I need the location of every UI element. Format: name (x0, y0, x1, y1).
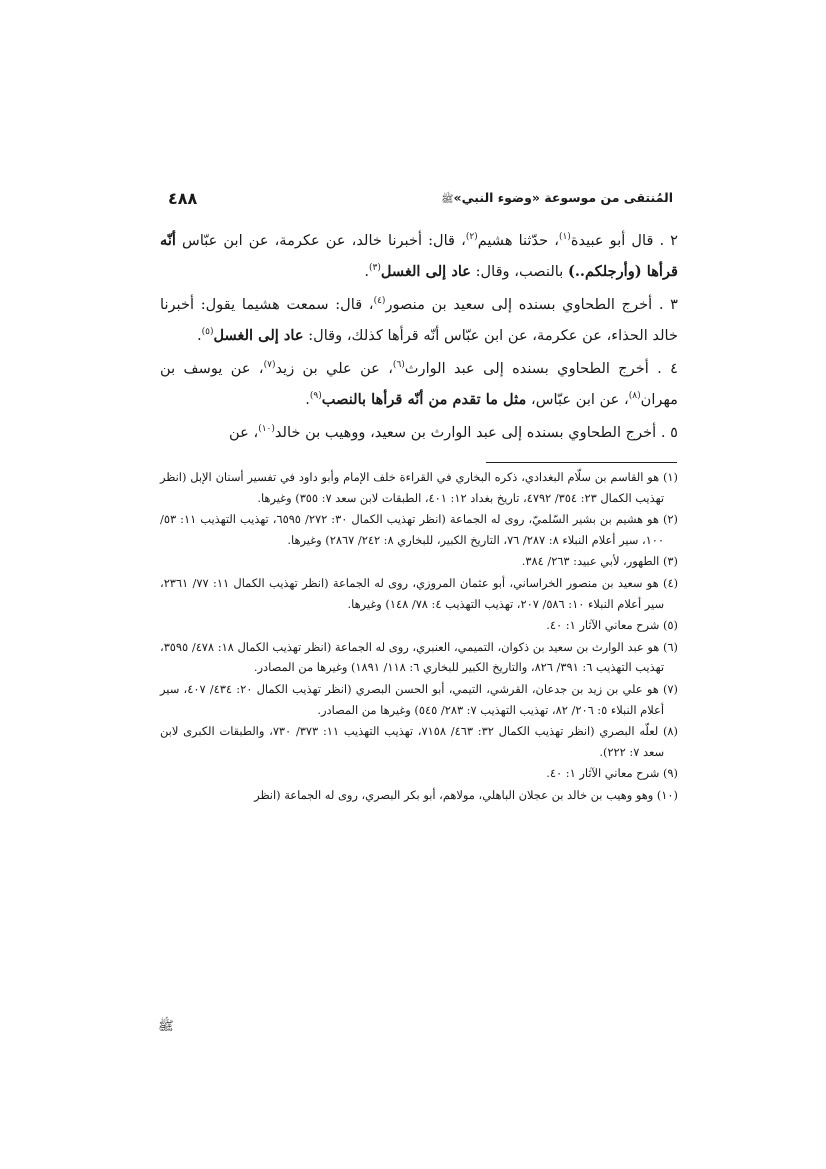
text-run: ٤ . أخرج الطحاوي بسنده إلى عبد الوارث (404, 360, 678, 377)
text-run: ، عن (229, 424, 259, 441)
footnote-3: (٣) الطهور، لأبي عبيد: ٢٦٣/ ٣٨٤. (521, 554, 678, 569)
footnote-ref: (٧) (263, 360, 276, 370)
footnote-ref: (٥) (201, 327, 214, 337)
footnote-1: (١) هو القاسم بن سلّام البغدادي، ذكره البخاري في القراءة خلف الإمام وأبو داود في تفسير أسنان الإبل (انظر تهذيب الكمال ٢٣: ٣٥٤/ ٤٧٩٢، تاريخ بغداد ١٢: ٤٠١، الطبقات لابن سعد ٧: ٣٥٥) وغيرها. (160, 470, 678, 505)
text-run: . (196, 327, 202, 344)
text-run: ٣ . أخرج الطحاوي بسنده إلى سعيد بن منصور (385, 296, 679, 313)
footnote-divider (486, 462, 677, 463)
footnote-ref: (١٠) (258, 424, 275, 434)
text-run: ، حدّثنا هشيم (477, 232, 559, 249)
footnote-ref: (٤) (373, 296, 386, 306)
footnote-ref: (٣) (369, 263, 381, 273)
paragraph-2 (160, 225, 678, 287)
paragraph-3 (160, 289, 678, 351)
honorific-glyph: ﷺ (441, 193, 454, 205)
running-title-text: المُنتقى من موسوعة «وضوء النبي» (453, 189, 673, 205)
text-run: ٥ . أخرج الطحاوي بسنده إلى عبد الوارث بن سعيد، ووهيب بن خالد (274, 424, 678, 441)
footnote-ref: (٩) (309, 391, 322, 401)
text-run: ٢ . قال أبو عبيدة (570, 232, 679, 249)
text-run: ، قال: سمعت هشيما يقول: أخبرنا خالد الحذاء، عن عكرمة، عن ابن عبّاس أنّه قرأها كذلك، وقال: (160, 296, 678, 344)
footnote-ref: (١) (558, 232, 571, 242)
text-run: ، عن ابن عبّاس، (526, 391, 629, 408)
page-turn-mark: ﷺ (158, 1019, 174, 1034)
bold-text: مثل ما تقدم من أنّه قرأها بالنصب (321, 391, 527, 408)
text-run: بالنصب، وقال: (470, 263, 568, 280)
footnote-8: (٨) لعلّه البصري (انظر تهذيب الكمال ٣٢: ٤٦٣/ ٧١٥٨، تهذيب التهذيب ١١: ٣٧٣/ ٧٣٠، والطبقات الكبرى لابن سعد ٧: ٢٢٢). (160, 724, 678, 759)
footnote-6: (٦) هو عبد الوارث بن سعيد بن ذكوان، التميمي، العنبري، روى له الجماعة (انظر تهذيب الكمال ١٨: ٤٧٨/ ٣٥٩٥، تهذيب التهذيب ٦: ٣٩١/ ٨٢٦، والتاريخ الكبير للبخاري ٦: ١١٨/ ١٨٩١) وغيرها من المصادر. (160, 639, 678, 675)
text-run: ، عن علي بن زيد (275, 360, 393, 377)
bold-text: أنّه قرأها (وأرجلكم..) (160, 232, 678, 280)
paragraph-5 (160, 417, 678, 448)
footnote-9: (٩) شرح معاني الآثار ١: ٤٠. (546, 766, 678, 781)
footnote-7: (٧) هو علي بن زيد بن جدعان، القرشي، التيمي، أبو الحسن البصري (انظر تهذيب الكمال ٢٠: ٤٣٤/ ٤٠٧، سير أعلام النبلاء ٥: ٢٠٦/ ٨٢، تهذيب التهذيب ٧: ٢٨٣/ ٥٤٥) وغيرها من المصادر. (160, 681, 678, 717)
footnote-4: (٤) هو سعيد بن منصور الخراساني، أبو عثمان المروزي، روى له الجماعة (انظر تهذيب الكمال ١١: ٧٧/ ٢٣٦١، سير أعلام النبلاء ١٠: ٥٨٦/ ٢٠٧، تهذيب التهذيب ٤: ٧٨/ ١٤٨) وغيرها. (160, 575, 679, 611)
footnote-ref: (٨) (628, 391, 641, 401)
footnote-ref: (٢) (465, 232, 478, 242)
text-run: ، قال: أخبرنا خالد، عن عكرمة، عن ابن عبّاس (175, 232, 466, 249)
paragraph-4 (160, 353, 678, 415)
bold-text: عاد إلى الغسل (380, 263, 471, 280)
running-title (441, 190, 673, 207)
page-header (168, 186, 673, 210)
page-number: ٤٨٨ (168, 188, 198, 208)
bold-text: عاد إلى الغسل (213, 327, 304, 344)
footnote-10: (١٠) وهو وهيب بن خالد بن عجلان الباهلي، مولاهم، أبو بكر البصري، روى له الجماعة (انظر (254, 787, 678, 802)
text-run: . (305, 391, 310, 408)
text-run: . (364, 263, 369, 280)
footnotes (160, 467, 678, 807)
main-text (160, 225, 678, 450)
text-run: ، عن يوسف بن مهران (160, 360, 678, 408)
footnote-ref: (٦) (392, 360, 405, 370)
footnote-2: (٢) هو هشيم بن بشير السّلميّ، روى له الجماعة (انظر تهذيب الكمال ٣٠: ٢٧٢/ ٦٥٩٥، تهذيب التهذيب ١١: ٥٣/ ١٠٠، سير أعلام النبلاء ٨: ٢٨٧/ ٧٦، التاريخ الكبير، للبخاري ٨: ٢٤٢/ ٢٨٦٧) وغيرها. (160, 512, 678, 547)
footnote-5: (٥) شرح معاني الآثار ١: ٤٠. (546, 618, 678, 633)
